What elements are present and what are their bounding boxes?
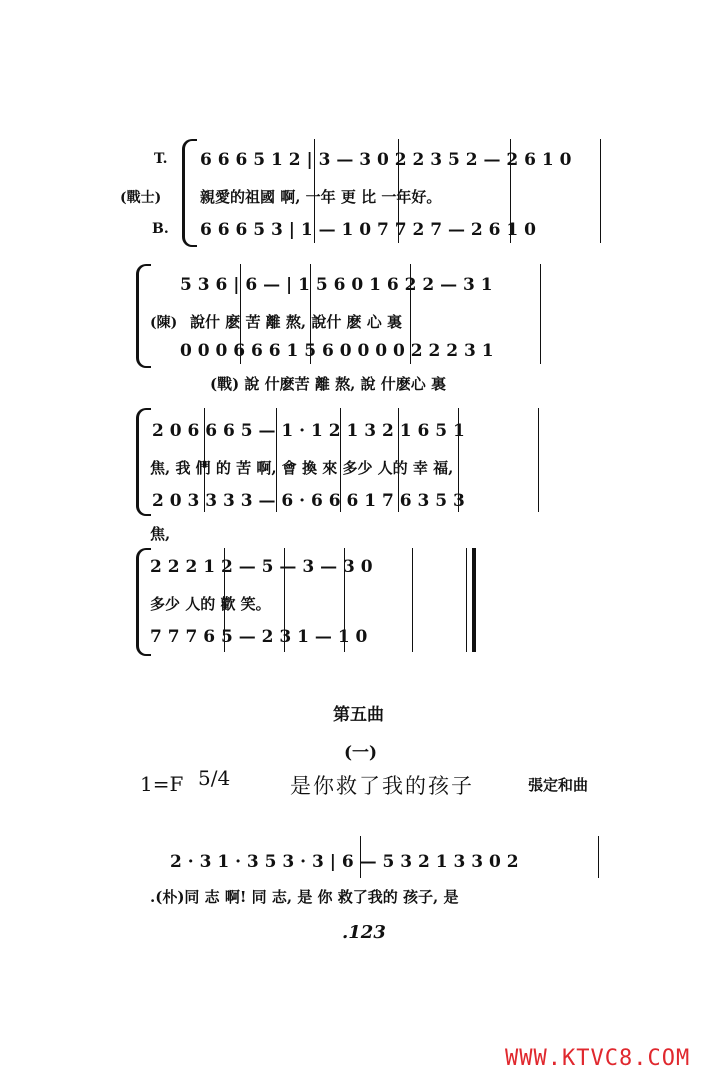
system-brace — [182, 139, 197, 247]
lyric-line: 說什 麽 苦 離 熬, 說什 麽 心 裏 — [190, 312, 403, 331]
barline — [224, 548, 225, 652]
barline — [240, 264, 241, 364]
section-subtitle: (一) — [344, 743, 378, 763]
melody-lyrics: .(朴)同 志 啊! 同 志, 是 你 救了我的 孩子, 是 — [150, 888, 459, 906]
key-signature: 1=F — [140, 772, 184, 796]
part-label-tenor: T. — [154, 151, 168, 167]
score-system-4 — [0, 542, 710, 660]
barline — [598, 836, 599, 878]
tenor-notes: 6 6 6 5 1 2 | 3 — 3 0 2 2 3 5 2 — 2 6 1 0 — [200, 150, 572, 170]
barline — [360, 836, 361, 878]
page-number: .123 — [342, 922, 386, 943]
barline — [344, 548, 345, 652]
section-title: 第五曲 — [333, 705, 384, 725]
barline — [284, 548, 285, 652]
sub-lyric-line: 焦, — [150, 524, 171, 543]
upper-notes: 5 3 6 | 6 — | 1 5 6 0 1 6 2 2 — 3 1 — [180, 275, 493, 295]
part-label-soldier: (戰士) — [120, 190, 162, 206]
barline — [412, 548, 413, 652]
barline — [458, 408, 459, 512]
song-title: 是你救了我的孩子 — [290, 774, 474, 798]
barline — [510, 139, 511, 243]
time-signature: 5/4 — [198, 766, 231, 790]
barline — [398, 408, 399, 512]
upper-notes: 2 0 6 6 6 5 — 1 · 1 2 1 3 2 1 6 5 1 — [152, 421, 465, 441]
barline — [538, 408, 539, 512]
lyric-line: 多少 人的 歡 笑。 — [150, 594, 271, 613]
barline — [204, 408, 205, 512]
sub-lyric-line: (戰) 說 什麽苦 離 熬, 說 什麽心 裏 — [210, 374, 446, 393]
final-barline-thin — [466, 548, 467, 652]
lyric-line: 親愛的祖國 啊, 一年 更 比 一年好。 — [200, 187, 442, 206]
bass-notes: 6 6 6 5 3 | 1 — 1 0 7 7 2 7 — 2 6 1 0 — [200, 220, 536, 240]
site-watermark: WWW.KTVC8.COM — [505, 1046, 691, 1071]
part-label-chen: (陳) — [150, 315, 178, 331]
score-system-2 — [0, 262, 710, 397]
score-system-3 — [0, 404, 710, 543]
lyric-line: 焦, 我 們 的 苦 啊, 會 換 來 多少 人的 幸 福, — [150, 458, 454, 477]
barline — [540, 264, 541, 364]
system-brace — [136, 264, 151, 368]
barline — [398, 139, 399, 243]
lower-notes: 0 0 0 6 6 6 1 5 6 0 0 0 0 2 2 2 3 1 — [180, 341, 494, 361]
system-brace — [136, 548, 151, 656]
system-brace — [136, 408, 151, 516]
barline — [340, 408, 341, 512]
barline — [310, 264, 311, 364]
melody-notes: 2 · 3 1 · 3 5 3 · 3 | 6 — 5 3 2 1 3 3 0 2 — [170, 852, 519, 872]
barline — [410, 264, 411, 364]
barline — [276, 408, 277, 512]
lower-notes: 7 7 7 6 5 — 2 3 1 — 1 0 — [150, 627, 368, 647]
lower-notes: 2 0 3 3 3 3 — 6 · 6 6 6 1 7 6 3 5 3 — [152, 491, 465, 511]
part-label-bass: B. — [152, 221, 169, 237]
barline — [314, 139, 315, 243]
score-system-1 — [0, 135, 710, 250]
upper-notes: 2 2 2 1 2 — 5 — 3 — 3 0 — [150, 557, 373, 577]
final-barline-thick — [472, 548, 476, 652]
barline — [600, 139, 601, 243]
composer-credit: 張定和曲 — [528, 776, 589, 794]
